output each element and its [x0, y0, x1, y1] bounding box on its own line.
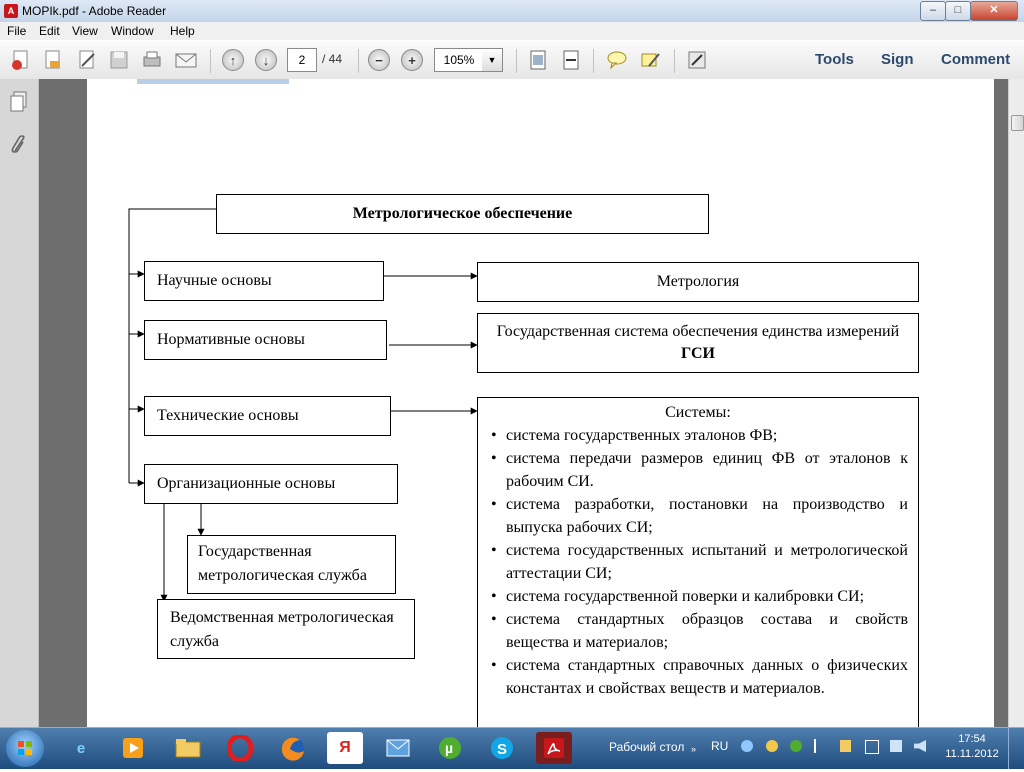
target-gsi: [477, 313, 919, 373]
network-tray-icon[interactable]: [741, 740, 753, 752]
mail-icon[interactable]: [380, 732, 416, 764]
navigation-panel: [0, 79, 39, 727]
comment-link[interactable]: Comment: [941, 51, 1011, 68]
target-metrology: Метрология: [477, 262, 919, 302]
sign-link[interactable]: Sign: [881, 51, 914, 68]
adobe-reader-icon: A: [4, 4, 18, 18]
window-title: MOPIk.pdf - Adobe Reader: [22, 4, 167, 18]
firefox-icon[interactable]: [275, 732, 311, 764]
shield-tray-icon[interactable]: [840, 740, 851, 752]
system-tray-icon[interactable]: [865, 740, 879, 754]
list-item: • система государственных испытаний и метрологической аттестации СИ;: [488, 539, 908, 585]
desktop-toolbar-label[interactable]: Рабочий стол: [609, 740, 685, 754]
list-item: • система стандартных справочных данных о физических константах и свойствах веществ и материалов.: [488, 654, 908, 700]
list-item: • система разработки, постановки на производство и выпуска рабочих СИ;: [488, 493, 908, 539]
svg-text:S: S: [497, 741, 508, 758]
close-button[interactable]: ✕: [970, 1, 1018, 21]
gsi-text-block: [494, 321, 902, 365]
volume-tray-icon[interactable]: [914, 740, 926, 752]
opera-icon[interactable]: [222, 732, 258, 764]
language-indicator[interactable]: RU: [711, 739, 729, 753]
minimize-button[interactable]: –: [920, 1, 946, 21]
list-item: • система передачи размеров единиц ФВ от эталонов к рабочим СИ.: [488, 447, 908, 493]
toolbar: [0, 41, 1024, 80]
show-desktop-button[interactable]: [1008, 728, 1024, 769]
scrollbar-thumb[interactable]: [1011, 115, 1024, 131]
pages-panel-icon[interactable]: [9, 91, 29, 118]
highlight-icon[interactable]: [638, 48, 662, 72]
pdf-page: [87, 79, 994, 727]
list-item: • система стандартных образцов состава и свойств вещества и материалов;: [488, 608, 908, 654]
document-viewport: [39, 79, 1008, 727]
internet-explorer-icon[interactable]: e: [76, 739, 86, 757]
gsi-abbr: ГСИ: [681, 345, 715, 362]
branch-scientific: Научные основы: [144, 261, 384, 301]
skype-icon[interactable]: [484, 732, 520, 764]
list-item: • система государственных эталонов ФВ;: [488, 424, 908, 447]
media-player-icon[interactable]: [115, 732, 151, 764]
gsi-text: Государственная система обеспечения единства измерений: [496, 323, 900, 340]
title-bar: [0, 0, 1024, 23]
expand-icon[interactable]: [685, 48, 709, 72]
zoom-dropdown-icon[interactable]: ▼: [482, 48, 503, 72]
zoom-input[interactable]: 105%: [434, 48, 484, 72]
page-number-input[interactable]: 2: [287, 48, 317, 72]
start-button[interactable]: [6, 730, 44, 767]
page-total: / 44: [322, 52, 343, 66]
create-pdf-icon[interactable]: [9, 48, 33, 72]
edit-document-icon[interactable]: [75, 48, 99, 72]
utorrent-icon[interactable]: [432, 732, 468, 764]
menu-edit[interactable]: Edit: [39, 24, 60, 38]
branch-normative: Нормативные основы: [144, 320, 387, 360]
minus-icon: −: [368, 49, 390, 71]
zoom-out-button[interactable]: [367, 48, 391, 72]
arrow-up-icon: ↑: [222, 49, 244, 71]
menu-file[interactable]: File: [7, 24, 27, 38]
print-icon[interactable]: [140, 48, 164, 72]
target-systems: [477, 397, 919, 727]
menu-view[interactable]: View: [72, 24, 98, 38]
comment-bubble-icon[interactable]: [605, 48, 629, 72]
taskbar: [0, 727, 1024, 769]
state-metrology-service: Государственная метрологическая служба: [187, 535, 396, 594]
utorrent-tray-icon[interactable]: [790, 740, 802, 752]
zoom-in-button[interactable]: [400, 48, 424, 72]
plus-icon: +: [401, 49, 423, 71]
svg-text:µ: µ: [445, 740, 454, 756]
systems-list: [488, 424, 908, 700]
flag-tray-icon[interactable]: [814, 739, 824, 753]
export-icon[interactable]: [41, 48, 65, 72]
menu-bar: [0, 22, 1024, 40]
tools-link[interactable]: Tools: [815, 51, 854, 68]
arrow-down-icon: ↓: [255, 49, 277, 71]
fit-width-icon[interactable]: [559, 48, 583, 72]
yandex-icon[interactable]: Я: [327, 732, 363, 764]
display-tray-icon[interactable]: [890, 740, 902, 752]
menu-help[interactable]: Help: [170, 24, 195, 38]
email-icon[interactable]: [174, 48, 198, 72]
maximize-button[interactable]: □: [945, 1, 971, 21]
clock-time[interactable]: 17:54: [958, 733, 986, 745]
departmental-metrology-service: Ведомственная метрологическая служба: [157, 599, 415, 659]
list-item: • система государственной поверки и калибровки СИ;: [488, 585, 908, 608]
file-explorer-icon[interactable]: [170, 732, 206, 764]
menu-window[interactable]: Window: [111, 24, 154, 38]
previous-page-button[interactable]: [221, 48, 245, 72]
fit-page-icon[interactable]: [526, 48, 550, 72]
attachment-paperclip-icon[interactable]: [9, 134, 29, 161]
weather-tray-icon[interactable]: [766, 740, 778, 752]
root-box: Метрологическое обеспечение: [216, 194, 709, 234]
save-icon[interactable]: [107, 48, 131, 72]
branch-technical: Технические основы: [144, 396, 391, 436]
adobe-reader-taskbar-icon[interactable]: [536, 732, 572, 764]
systems-title: Системы:: [665, 404, 731, 421]
clock-date[interactable]: 11.11.2012: [945, 748, 999, 760]
desktop-toolbar-chevron-icon[interactable]: »: [691, 744, 697, 754]
next-page-button[interactable]: [254, 48, 278, 72]
vertical-scrollbar[interactable]: [1008, 79, 1024, 727]
branch-organizational: Организационные основы: [144, 464, 398, 504]
